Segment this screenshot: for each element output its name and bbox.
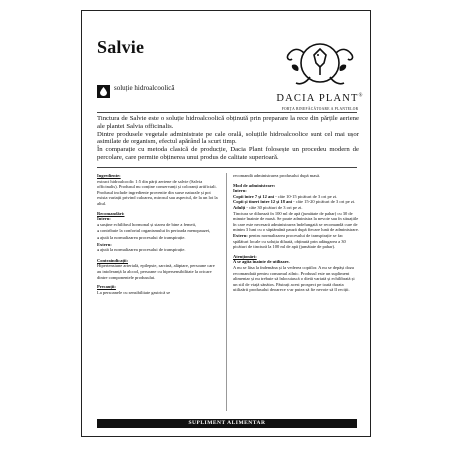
column-divider [226, 173, 227, 411]
administration-internal-heading: Intern: [233, 188, 247, 194]
dacia-plant-logo-icon [278, 33, 360, 93]
dose-adults: Adulți - câte 30 picături de 3 ori pe zi. [233, 204, 303, 210]
external-item: ● ajută la normalizarea procesului de transpirație. [97, 247, 219, 254]
drop-icon [97, 85, 110, 98]
middle-divider [97, 167, 357, 168]
product-title: Salvie [97, 37, 145, 57]
recommended-heading: Recomandări: [97, 210, 125, 216]
administration-text: Tinctura se diluează în 100 ml de apă (jumătate de pahar) cu 30 de minute înainte de masă. Se poate administra la nevoie sau în situațiile în care este necesară administrarea îndelungată se recomandă cure de minim 3 luni cu o săptămână pauză după fiecare lună de administrare. [233, 210, 359, 233]
ingredients-text: extract hidroalcoolic 1:5 din părți aeriene de salvie (Salvia officinalis). Produsul nu conține conservanți și coloranți artificiali. Produsul include ingrediente provenite din surse naturale și pot exista variații privind culoarea, mirosul sau aspectul, de la un lot la altul. [97, 178, 218, 206]
intro-paragraph-2: Dintre produsele vegetale administrate pe cale orală, soluțiile hidroalcoolice sunt cel mai ușor asimilate de organism, efectul apărând la scurt timp. [97, 130, 359, 146]
precautions-heading: Precauții: [97, 284, 116, 290]
brand-name: DACIA PLANT® [276, 93, 364, 104]
product-type: soluție hidroalcoolică [114, 84, 175, 92]
warnings-shake: A se agita înainte de utilizare. [233, 259, 290, 265]
footer-banner: SUPLIMENT ALIMENTAR [97, 419, 357, 428]
top-divider [97, 112, 357, 113]
warnings-text: A nu se lăsa la îndemâna și la vederea copiilor. A nu se depăși doza recomandată pentru consumul zilnic. Produsul este un supliment alimentar și nu trebuie să înlocuiască o dietă variată și echilibrată și un stil de viață sănătos. Păstrați acest prospect pe toată durata utilizării produsului deoarece s-ar putea să fie nevoie să îl reciții. [233, 264, 355, 293]
administration-heading: Mod de administrare: [233, 182, 276, 188]
ingredients-heading: Ingrediente: [97, 173, 121, 178]
left-column [97, 173, 219, 295]
dose-children-7-12: Copii între 7 și 12 ani - câte 10-15 picături de 3 ori pe zi. [233, 193, 338, 199]
recommended-external-heading: Extern: [97, 241, 112, 247]
contraindications-text: Hipertensiune arterială, epilepsie, sarcină, alăptare, persoane care au intoleranță la alcool, persoane cu hipersensibilitate la oricare dintre componentele produsului. [97, 263, 215, 280]
dose-children-12-18: Copii și tineri între 12 și 18 ani - câte 15-20 picături de 3 ori pe zi. [233, 199, 356, 205]
contraindications-heading: Contraindicații: [97, 257, 128, 263]
right-column [233, 173, 359, 293]
intro-text [97, 115, 359, 162]
precautions-text: La persoanele cu sensibilitate gastrică se [97, 289, 171, 295]
brand-tagline: FORȚA BINEFĂCĂTOARE A PLANTELOR [281, 107, 359, 111]
internal-item: ● contribuie la confortul organismului în perioada menopauzei, [97, 228, 219, 235]
internal-item: ● ajută la normalizarea procesului de transpirație. [97, 235, 219, 242]
recommended-internal-heading: Intern: [97, 216, 111, 222]
intro-paragraph-3: În comparație cu metoda clasică de producție, Dacia Plant folosește un procedeu modern de percolare, care permite obținerea unui produs de calitate superioară. [97, 146, 359, 161]
intro-paragraph-1: Tinctura de Salvie este o soluție hidroalcoolică obținută prin preparare la rece din părțile aeriene ale plantei Salvia officinalis. [97, 115, 359, 130]
precautions-continued: recomandă administrarea produsului după masă. [233, 173, 321, 178]
warnings-heading: Atenționări: [233, 253, 257, 259]
product-leaflet [81, 10, 371, 437]
administration-external: Extern: pentru normalizarea procesului de transpirație se fac spălături locale cu soluția diluată, obținută prin adăugarea a 30 picături de tinctură la 100 ml de apă (jumătate de pahar). [233, 232, 346, 250]
internal-item: ● susține echilibrul hormonal și starea de bine a femeii, [97, 222, 219, 229]
